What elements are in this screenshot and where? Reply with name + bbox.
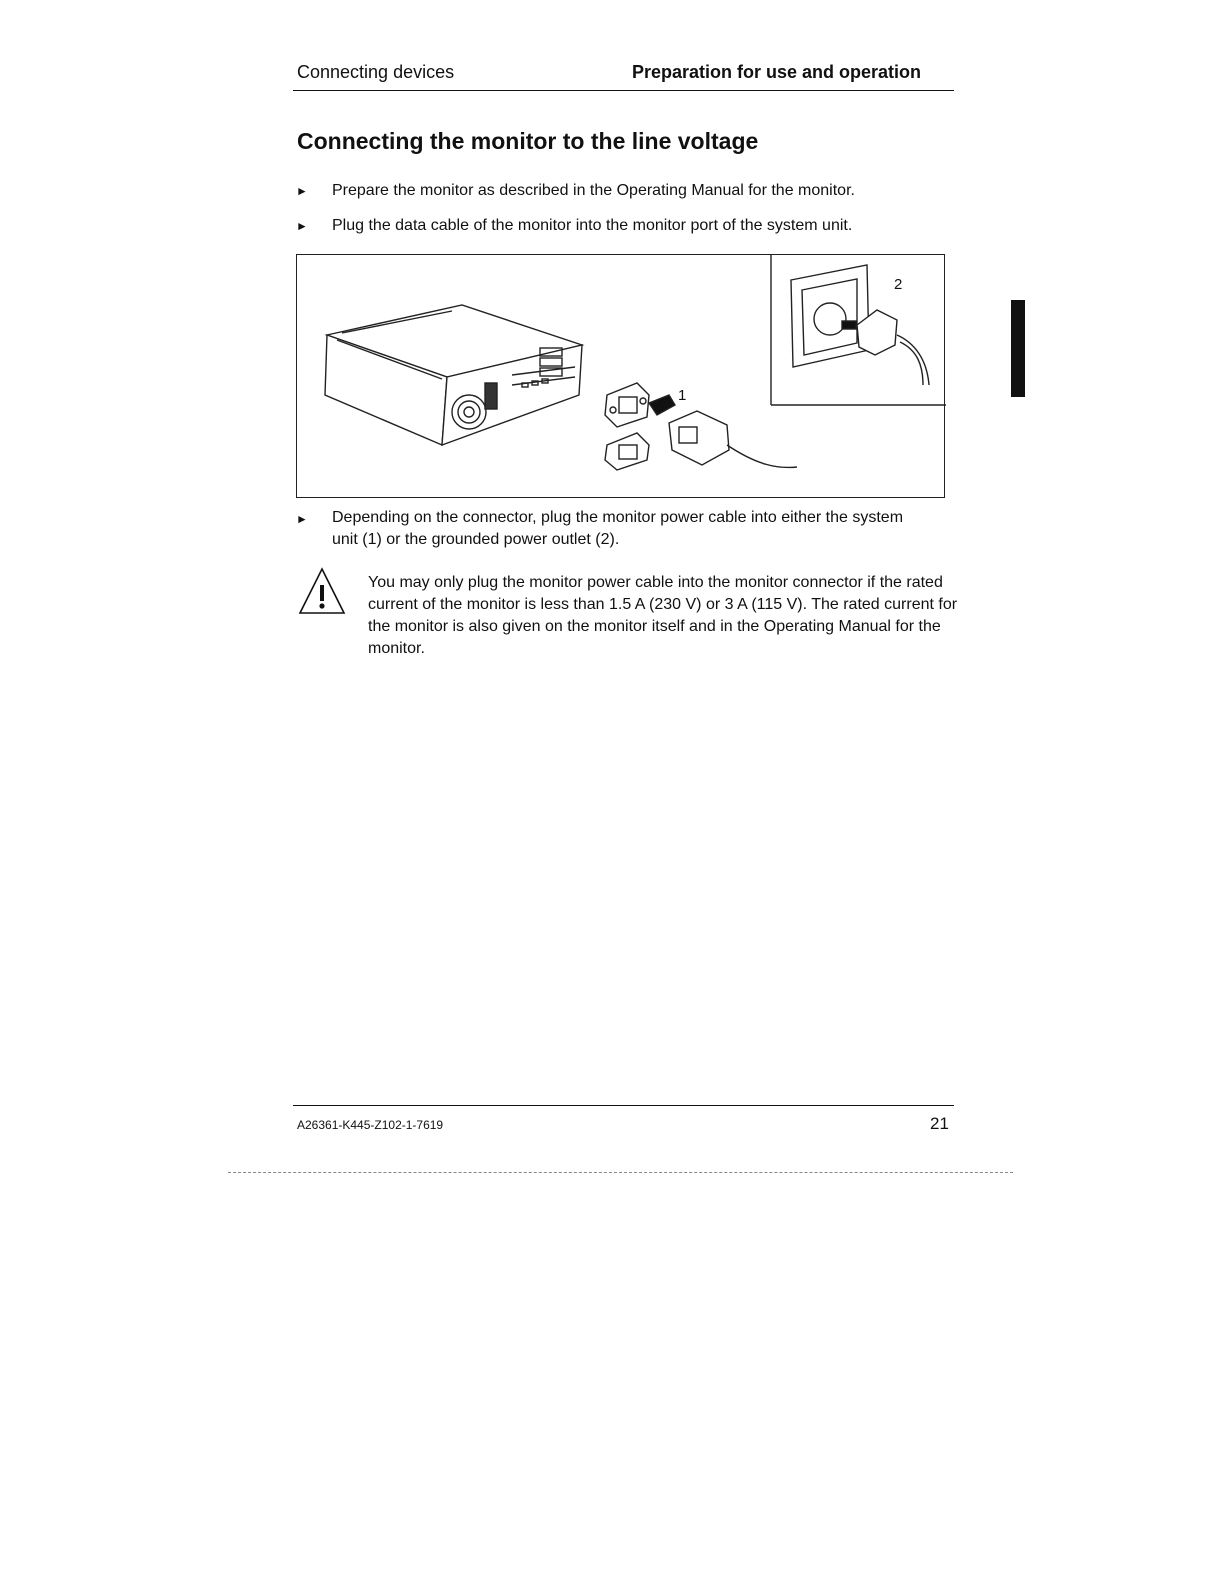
section-title: Connecting the monitor to the line voltage [297, 128, 759, 154]
monitor-connector-drawing [605, 383, 649, 470]
step-1-text: Prepare the monitor as described in the Operating Manual for the monitor. [332, 182, 855, 199]
footer-rule [293, 1105, 954, 1106]
header-rule [293, 90, 954, 91]
connection-illustration [296, 254, 945, 498]
bullet-arrow-icon: ► [296, 512, 308, 526]
step-2-text: Plug the data cable of the monitor into the monitor port of the system unit. [332, 217, 853, 234]
illustration-drawing [297, 255, 946, 499]
document-number: A26361-K445-Z102-1-7619 [297, 1118, 444, 1132]
warning-triangle-icon [297, 565, 347, 622]
scan-edge-line [228, 1172, 1013, 1173]
callout-2-label: 2 [894, 276, 903, 293]
wall-outlet-inset [771, 255, 946, 405]
warning-text: You may only plug the monitor power cable into the monitor connector if the rated current of the monitor is less than 1.5 A (230 V) or 3 A (115 V). The rated current for the monitor is also given on the monitor itself and in the Operating Manual for the monitor. [368, 574, 958, 657]
bullet-arrow-icon: ► [296, 219, 308, 233]
system-unit-drawing [325, 305, 582, 445]
callout-1-label: 1 [678, 387, 687, 404]
running-header-chapter: Preparation for use and operation [632, 62, 922, 82]
chapter-marker-bar [1011, 300, 1025, 397]
page-number: 21 [930, 1114, 949, 1133]
bullet-arrow-icon: ► [296, 184, 308, 198]
step-3-text: Depending on the connector, plug the monitor power cable into either the system unit (1) or the grounded power outlet (2). [332, 509, 904, 548]
power-plug-drawing [649, 395, 797, 467]
running-header-section: Connecting devices [297, 62, 455, 82]
